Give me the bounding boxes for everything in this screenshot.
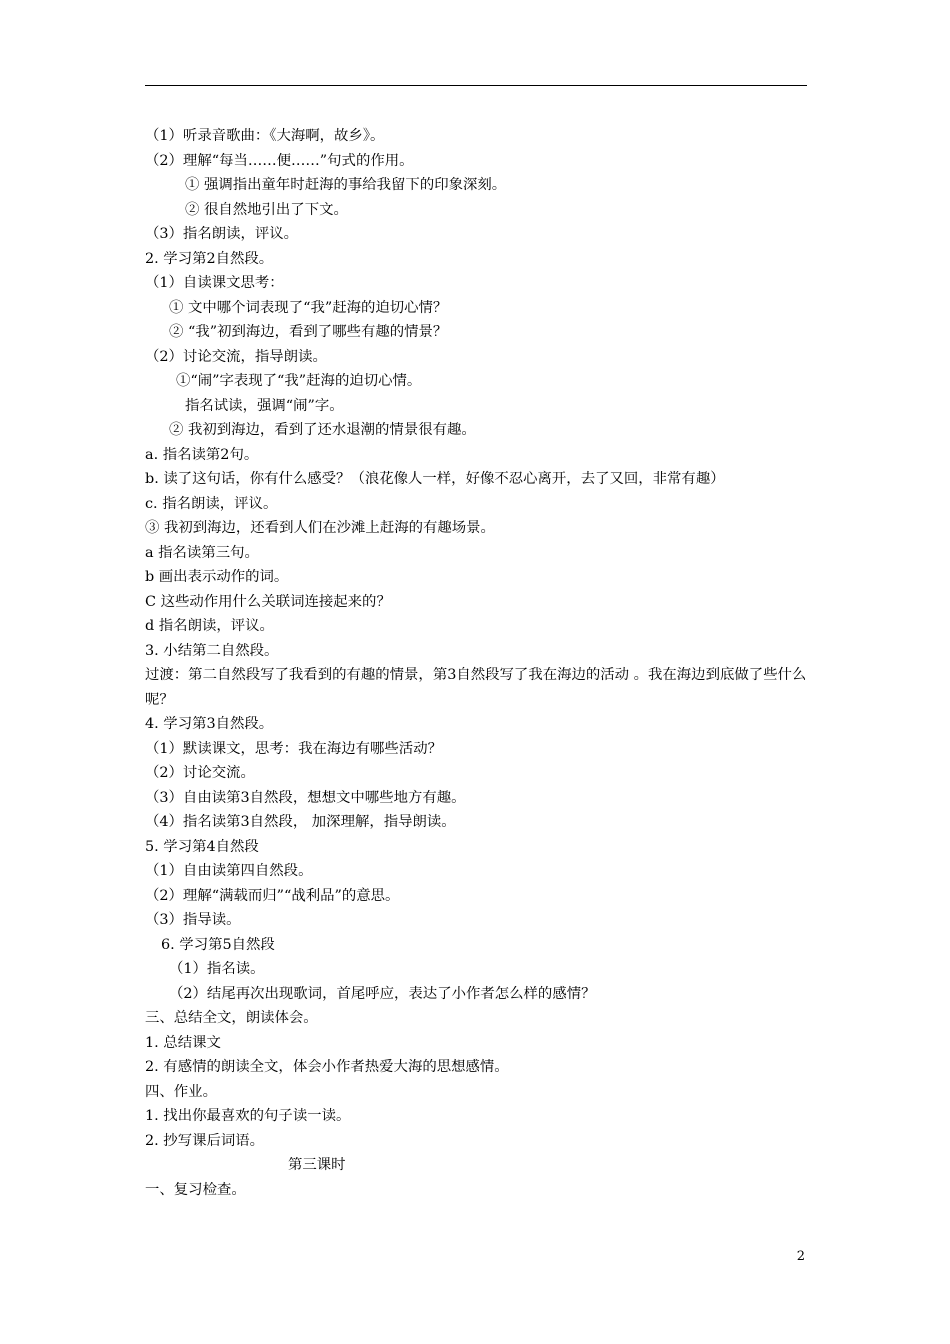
text-line: 2. 学习第2自然段。 <box>145 250 274 267</box>
text-line: （2）理解“满载而归”“战利品”的意思。 <box>145 887 400 904</box>
text-line: a. 指名读第2句。 <box>145 446 259 463</box>
text-line: ① 文中哪个词表现了“我”赶海的迫切心情？ <box>169 299 448 316</box>
text-line: （1）指名读。 <box>169 961 265 977</box>
text-line: ② “我”初到海边，看到了哪些有趣的情景？ <box>169 324 448 340</box>
text-line: 三、总结全文，朗读体会。 <box>145 1010 318 1026</box>
text-line: ② 我初到海边，看到了还水退潮的情景很有趣。 <box>169 422 476 438</box>
text-line: ① 强调指出童年时赶海的事给我留下的印象深刻。 <box>185 177 507 193</box>
text-line: 四、作业。 <box>145 1083 217 1100</box>
text-line: 4. 学习第3自然段。 <box>145 716 274 732</box>
page-number: 2 <box>796 1249 805 1264</box>
text-line: d 指名朗读，评议。 <box>145 618 274 634</box>
text-line: （3）指名朗读，评议。 <box>145 226 299 242</box>
text-line: 1. 找出你最喜欢的句子读一读。 <box>145 1108 351 1124</box>
text-line: （1）默读课文，思考：我在海边有哪些活动？ <box>145 740 442 757</box>
text-line: 第三课时 <box>288 1157 346 1173</box>
text-line: （1）听录音歌曲：《大海啊，故乡》。 <box>145 128 385 144</box>
text-line: （2）讨论交流。 <box>145 765 255 781</box>
text-line: 2. 抄写课后词语。 <box>145 1132 265 1149</box>
text-line: 6. 学习第5自然段 <box>161 936 275 953</box>
text-line: 2. 有感情的朗读全文，体会小作者热爱大海的思想感情。 <box>145 1059 509 1075</box>
text-line: c. 指名朗读，评议。 <box>145 495 278 512</box>
text-line: 指名试读，强调“闹”字。 <box>185 397 344 414</box>
text-line: ①“闹”字表现了“我”赶海的迫切心情。 <box>176 373 422 389</box>
text-line: （1）自由读第四自然段。 <box>145 863 313 879</box>
text-line: 一、复习检查。 <box>145 1181 246 1198</box>
text-line: 3. 小结第二自然段。 <box>145 642 279 659</box>
text-line: （4）指名读第3自然段， 加深理解，指导朗读。 <box>145 814 456 830</box>
text-line: ③ 我初到海边，还看到人们在沙滩上赶海的有趣场景。 <box>145 520 495 536</box>
text-line: b 画出表示动作的词。 <box>145 569 289 585</box>
header-rule <box>145 85 807 86</box>
text-line: （2）理解“每当……便……”句式的作用。 <box>145 152 414 169</box>
text-line: b. 读了这句话，你有什么感受？（浪花像人一样，好像不忍心离开，去了又回，非常有趣） <box>145 471 725 487</box>
text-line: ② 很自然地引出了下文。 <box>185 201 348 218</box>
text-line: 5. 学习第4自然段 <box>145 838 259 855</box>
text-line: （2）结尾再次出现歌词，首尾呼应，表达了小作者怎么样的感情？ <box>169 985 596 1002</box>
text-line: 过渡：第二自然段写了我看到的有趣的情景，第3自然段写了我在海边的活动 。我在海边到底做了些什么呢？ <box>145 667 807 708</box>
text-line: C 这些动作用什么关联词连接起来的？ <box>145 593 391 610</box>
text-line: 1. 总结课文 <box>145 1034 221 1051</box>
document-body <box>145 124 810 1202</box>
text-line: （2）讨论交流，指导朗读。 <box>145 348 327 365</box>
text-line: （1）自读课文思考： <box>145 275 284 291</box>
text-line: a 指名读第三句。 <box>145 544 259 561</box>
text-line: （3）自由读第3自然段，想想文中哪些地方有趣。 <box>145 789 466 806</box>
text-line: （3）指导读。 <box>145 912 241 928</box>
